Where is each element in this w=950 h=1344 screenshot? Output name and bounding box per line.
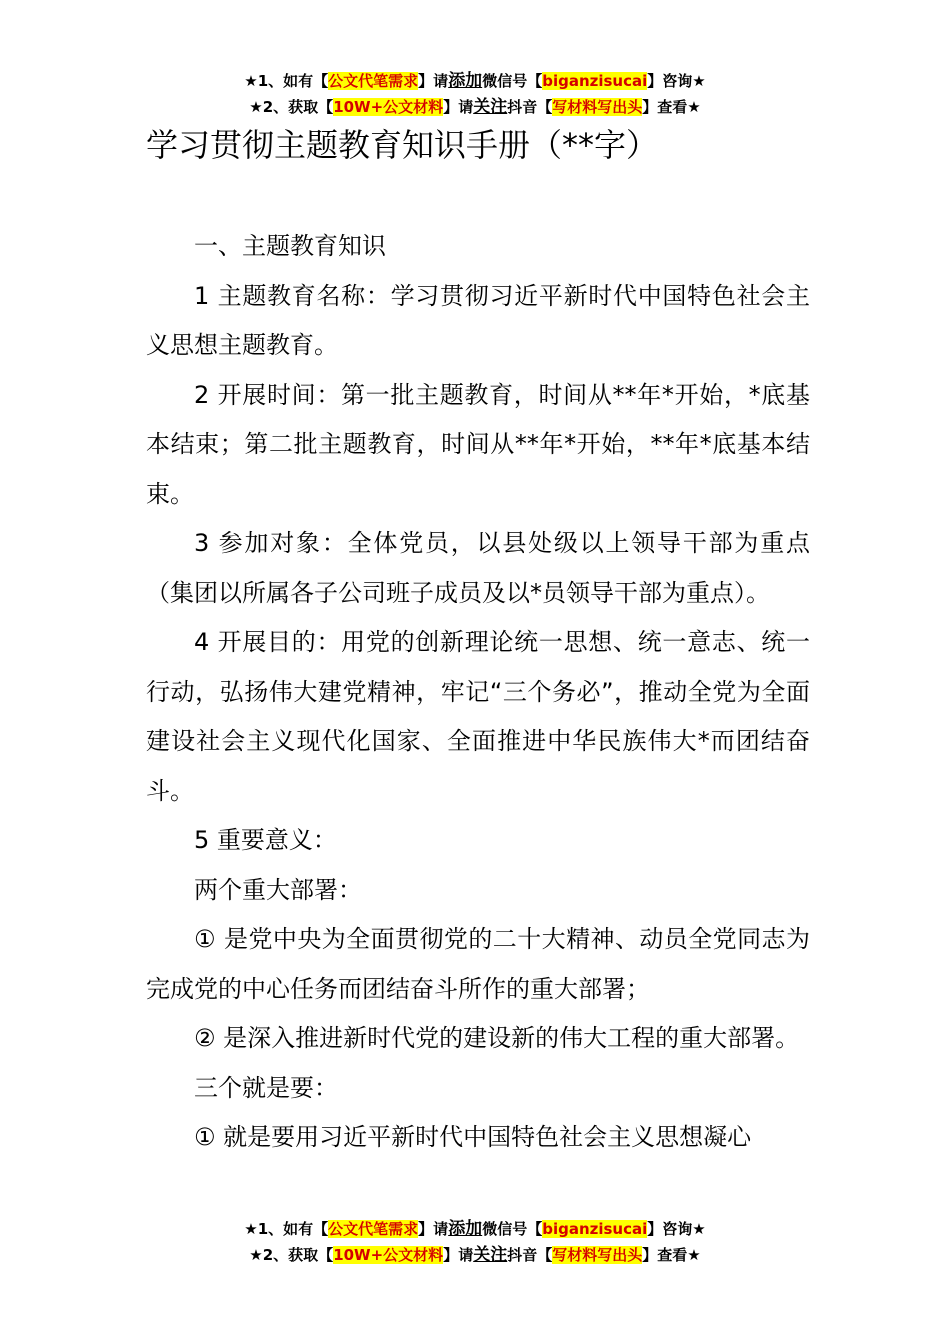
section-heading: 一、主题教育知识	[194, 232, 386, 260]
promo-highlight: 写材料写出头	[552, 98, 643, 116]
list-item: ① 就是要用习近平新时代中国特色社会主义思想凝心	[194, 1123, 752, 1151]
promo-highlight: biganzisucai	[542, 72, 648, 90]
footer-promo-banner	[0, 1216, 950, 1268]
promo-text: ★1、如有【	[244, 72, 329, 90]
promo-line-2	[0, 94, 950, 120]
promo-text: 】请	[443, 1246, 474, 1264]
body-paragraph: 3 参加对象：全体党员，以县处级以上领导干部为重点（集团以所属各子公司班子成员及以*员领导干部为重点）。	[146, 529, 810, 607]
promo-underlined-text: 关注	[473, 1245, 508, 1265]
sub-heading: 两个重大部署：	[194, 875, 362, 904]
promo-text: ★1、如有【	[244, 1220, 329, 1238]
promo-underlined-text: 添加	[448, 1219, 483, 1239]
promo-highlight: biganzisucai	[542, 1220, 648, 1238]
promo-text: 抖音【	[507, 98, 553, 116]
promo-text: 微信号【	[482, 72, 543, 90]
list-item: ① 是党中央为全面贯彻党的二十大精神、动员全党同志为完成党的中心任务而团结奋斗所作的重大部署；	[146, 925, 810, 1003]
promo-text: 】请	[418, 1220, 449, 1238]
promo-underlined-text: 关注	[473, 97, 508, 117]
promo-highlight: 公文代笔需求	[328, 1220, 419, 1238]
promo-text: 】查看★	[642, 98, 701, 116]
promo-text: ★2、获取【	[249, 1246, 334, 1264]
promo-highlight: 公文代笔需求	[328, 72, 419, 90]
header-promo-banner	[0, 68, 950, 120]
list-item: ② 是深入推进新时代党的建设新的伟大工程的重大部署。	[194, 1024, 800, 1052]
promo-text: ★2、获取【	[249, 98, 334, 116]
body-paragraph: 2 开展时间：第一批主题教育，时间从**年*开始，*底基本结束；第二批主题教育，时间从**年*开始，**年*底基本结束。	[146, 380, 810, 508]
body-paragraph: 5 重要意义：	[194, 826, 337, 854]
promo-highlight: 写材料写出头	[552, 1246, 643, 1264]
promo-line-2	[0, 1242, 950, 1268]
promo-text: 】请	[443, 98, 474, 116]
promo-line-1	[0, 68, 950, 94]
promo-text: 抖音【	[507, 1246, 553, 1264]
body-paragraph: 4 开展目的：用党的创新理论统一思想、统一意志、统一行动，弘扬伟大建党精神，牢记“三个务必”，推动全党为全面建设社会主义现代化国家、全面推进中华民族伟大*而团结奋斗。	[146, 628, 810, 805]
promo-text: 】请	[418, 72, 449, 90]
promo-highlight: 10W+公文材料	[333, 1246, 444, 1264]
promo-line-1	[0, 1216, 950, 1242]
promo-underlined-text: 添加	[448, 71, 483, 91]
body-paragraph: 1 主题教育名称：学习贯彻习近平新时代中国特色社会主义思想主题教育。	[146, 281, 810, 359]
promo-text: 】咨询★	[647, 72, 706, 90]
sub-heading: 三个就是要：	[194, 1073, 338, 1102]
document-body	[146, 222, 810, 1163]
promo-text: 】查看★	[642, 1246, 701, 1264]
promo-highlight: 10W+公文材料	[333, 98, 444, 116]
promo-text: 微信号【	[482, 1220, 543, 1238]
document-title: 学习贯彻主题教育知识手册（**字）	[146, 126, 659, 164]
promo-text: 】咨询★	[647, 1220, 706, 1238]
